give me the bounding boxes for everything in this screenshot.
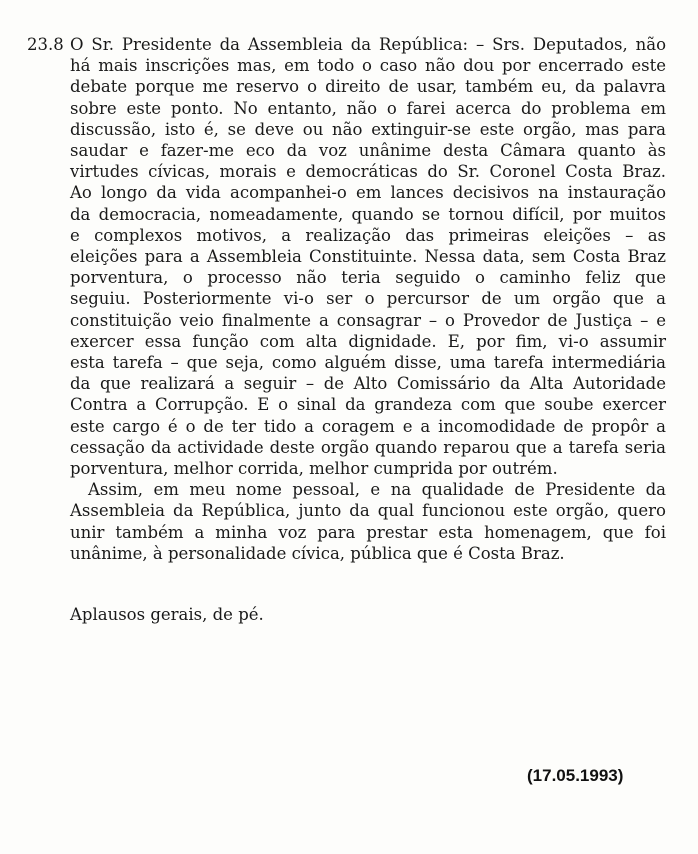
text-line: eleições para a Assembleia Constituinte. Nessa data, sem Costa Braz — [70, 247, 666, 267]
text-line: cessação da actividade deste orgão quando reparou que a tarefa seria — [70, 437, 666, 457]
text-line: porventura, o processo não teria seguido o caminho feliz que — [70, 268, 666, 288]
text-line: e complexos motivos, a realização das primeiras eleições – as — [70, 225, 666, 245]
text-line: da que realizará a seguir – de Alto Comissário da Alta Autoridade — [70, 374, 666, 394]
text-line: O Sr. Presidente da Assembleia da República: – Srs. Deputados, não — [70, 35, 666, 54]
text-line: unânime, à personalidade cívica, pública que é Costa Braz. — [70, 543, 565, 563]
text-line: unir também a minha voz para prestar esta homenagem, que foi — [70, 522, 666, 542]
document-date: (17.05.1993) — [527, 766, 624, 785]
text-line: este cargo é o de ter tido a coragem e a incomodidade de propôr a — [70, 416, 666, 436]
applause-note: Aplausos gerais, de pé. — [70, 605, 264, 624]
text-line: Assembleia da República, junto da qual funcionou este orgão, quero — [70, 501, 666, 521]
text-line: constituição veio finalmente a consagrar – o Provedor de Justiça – e — [70, 310, 666, 330]
section-marker: 23.8 — [27, 35, 64, 54]
text-line: Assim, em meu nome pessoal, e na qualidade de Presidente da — [88, 480, 666, 500]
text-line: sobre este ponto. No entanto, não o farei acerca do problema em — [70, 98, 666, 118]
text-line: Ao longo da vida acompanhei-o em lances decisivos na instauração — [70, 183, 666, 203]
text-line: debate porque me reservo o direito de usar, também eu, da palavra — [70, 77, 666, 97]
text-line: porventura, melhor corrida, melhor cumprida por outrém. — [70, 459, 558, 479]
text-line: Contra a Corrupção. E o sinal da grandeza com que soube exercer — [70, 395, 666, 415]
text-line: esta tarefa – que seja, como alguém disse, uma tarefa intermediária — [70, 353, 666, 373]
text-line: exercer essa função com alta dignidade. E, por fim, vi-o assumir — [70, 331, 666, 351]
text-line: saudar e fazer-me eco da voz unânime desta Câmara quanto às — [70, 141, 666, 161]
text-line: da democracia, nomeadamente, quando se tornou difícil, por muitos — [70, 204, 666, 224]
text-line: há mais inscrições mas, em todo o caso não dou por encerrado este — [70, 56, 666, 76]
text-line: virtudes cívicas, morais e democráticas do Sr. Coronel Costa Braz. — [70, 162, 666, 182]
text-line: seguiu. Posteriormente vi-o ser o percursor de um orgão que a — [70, 289, 666, 309]
text-line: discussão, isto é, se deve ou não extinguir-se este orgão, mas para — [70, 119, 666, 139]
speech-text — [70, 34, 666, 564]
